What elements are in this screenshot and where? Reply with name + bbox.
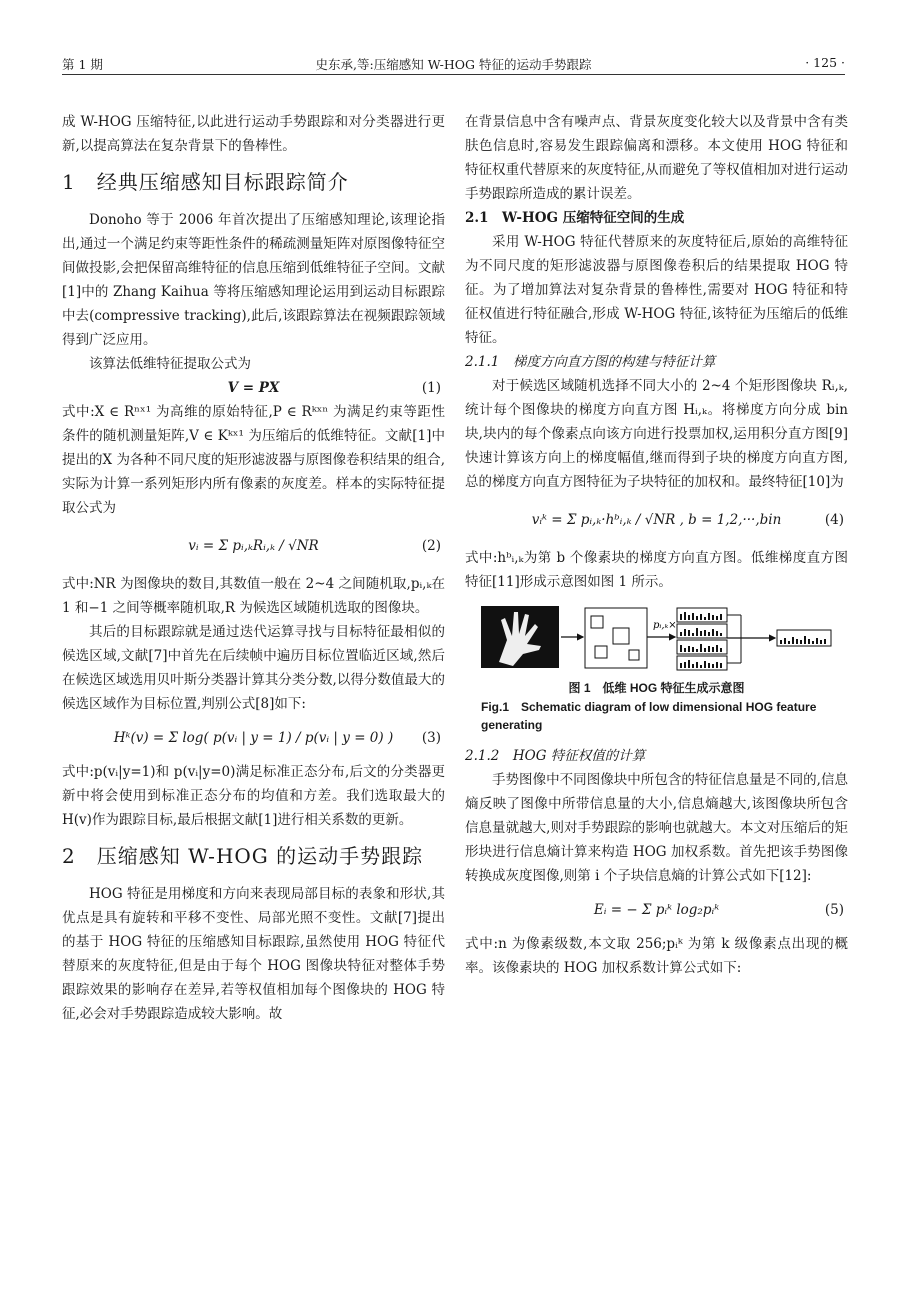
paragraph: 手势图像中不同图像块中所包含的特征信息量是不同的,信息熵反映了图像中所带信息量的大小,信息熵越大,该图像块所包含信息量就越大,则对手势跟踪的影响也就越大。本文对压缩后的矩形块进行信息熵计算来构造 HOG 加权系数。首先把该手势图像转换成灰度图像,则第 i 个子块信息熵的计算公式如下[12]: <box>465 772 848 884</box>
paragraph: 式中:X ∈ Rⁿˣ¹ 为高维的原始特征,P ∈ Rᵏˣⁿ 为满足约束等距性条件的随机测量矩阵,V ∈ Kᵏˣ¹ 为压缩后的低维特征。文献[1]中提出的X 为各种不同尺度的矩形滤波器与原图像卷积结果的组合,实际为计算一系列矩形内所有像素的灰度差。样本的实际特征提取公式为 <box>62 404 445 516</box>
figure-caption-cn: 图 1 低维 HOG 特征生成示意图 <box>568 681 745 695</box>
paragraph: HOG 特征是用梯度和方向来表现局部目标的表象和形状,其优点是具有旋转和平移不变性、局部光照不变性。文献[7]提出的基于 HOG 特征的压缩感知目标跟踪,虽然使用 HOG 特征代替原来的灰度特征,但是由于每个 HOG 图像块特征对整体手势跟踪效果的影响存在差异,若等权值相加每个图像块的 HOG 特征,必会对手势跟踪造成较大影响。故 <box>62 886 445 1022</box>
page-number: · 125 · <box>805 55 845 70</box>
equation-3-body: Hᵏ(v) = Σ log( p(vᵢ | y = 1) / p(vᵢ | y = 0) ) <box>113 730 394 746</box>
histogram-stack <box>677 608 727 670</box>
paragraph: 采用 W-HOG 特征代替原来的灰度特征后,原始的高维特征为不同尺度的矩形滤波器与原图像卷积后的结果提取 HOG 特征。为了增加算法对复杂背景的鲁棒性,需要对 HOG 特征和特征权值进行特征融合,形成 W-HOG 特征,该特征为压缩后的低维特征。 <box>465 234 848 346</box>
subsubsection-heading-2-1-1: 2.1.1 梯度方向直方图的构建与特征计算 <box>465 354 716 370</box>
paragraph: 该算法低维特征提取公式为 <box>89 356 251 372</box>
equation-number: (4) <box>824 512 844 528</box>
issue-number: 第 1 期 <box>62 57 103 72</box>
paragraph: 式中:n 为像素级数,本文取 256;pᵢᵏ 为第 k 级像素点出现的概率。该像素块的 HOG 加权系数计算公式如下: <box>465 936 848 976</box>
equation-number: (1) <box>421 380 441 396</box>
paragraph: 对于候选区域随机选择不同大小的 2~4 个矩形图像块 Rᵢ,ₖ,统计每个图像块的梯度方向直方图 Hᵢ,ₖ。将梯度方向分成 bin 块,块内的每个像素点向该方向进行投票加权,运用积分直方图[9]快速计算该方向上的梯度幅值,继而得到子块的梯度方向直方图,总的梯度方向直方图特征为子块特征的加权和。最终特征[10]为 <box>465 378 848 490</box>
paragraph: 式中:NR 为图像块的数目,其数值一般在 2~4 之间随机取,pᵢ,ₖ在 1 和−1 之间等概率随机取,R 为候选区域随机选取的图像块。 <box>62 576 445 616</box>
equation-number: (2) <box>421 538 441 554</box>
subsection-heading-2-1: 2.1 W-HOG 压缩特征空间的生成 <box>465 210 685 226</box>
equation-5-body: Eᵢ = − Σ pᵢᵏ log₂pᵢᵏ <box>593 902 720 918</box>
equation-2-body: vᵢ = Σ pᵢ,ₖRᵢ,ₖ / √NR <box>188 538 319 554</box>
figure-1-diagram <box>479 602 834 674</box>
equation-4-body: vᵢᵏ = Σ pᵢ,ₖ·hᵇᵢ,ₖ / √NR , b = 1,2,···,bin <box>531 512 782 528</box>
equation-4 <box>465 498 848 542</box>
equation-number: (3) <box>421 730 441 746</box>
paragraph: Donoho 等于 2006 年首次提出了压缩感知理论,该理论指出,通过一个满足约束等距性条件的稀疏测量矩阵对原图像特征空间做投影,会把保留高维特征的信息压缩到低维特征子空间。文献[1]中的 Zhang Kaihua 等将压缩感知理论运用到运动目标跟踪中去(compressive tracking),此后,该跟踪算法在视频跟踪领域得到广泛应用。 <box>62 212 445 348</box>
running-title: 史东承,等:压缩感知 W-HOG 特征的运动手势跟踪 <box>315 57 592 72</box>
paragraph: 成 W-HOG 压缩特征,以此进行运动手势跟踪和对分类器进行更新,以提高算法在复杂背景下的鲁棒性。 <box>62 114 445 154</box>
paragraph: 式中:hᵇᵢ,ₖ为第 b 个像素块的梯度方向直方图。低维梯度直方图特征[11]形成示意图如图 1 所示。 <box>465 550 848 590</box>
equation-5 <box>465 890 848 930</box>
equation-1 <box>62 376 445 400</box>
section-heading-2: 2 压缩感知 W-HOG 的运动手势跟踪 <box>62 844 424 868</box>
equation-number: (5) <box>824 902 844 918</box>
subsubsection-heading-2-1-2: 2.1.2 HOG 特征权值的计算 <box>465 748 646 764</box>
paragraph: 式中:p(vᵢ|y=1)和 p(vᵢ|y=0)满足标准正态分布,后文的分类器更新中将会使用到标准正态分布的均值和方差。我们选取最大的 H(v)作为跟踪目标,最后根据文献[1]进行相关系数的更新。 <box>62 764 445 828</box>
paragraph: 在背景信息中含有噪声点、背景灰度变化较大以及背景中含有类肤色信息时,容易发生跟踪偏离和漂移。本文使用 HOG 特征和特征权重代替原来的灰度特征,从而避免了等权值相加对进行运动手势跟踪所造成的累计误差。 <box>465 114 848 202</box>
equation-2 <box>62 524 445 568</box>
weight-label: pᵢ,ₖ× <box>653 620 677 631</box>
section-heading-1: 1 经典压缩感知目标跟踪简介 <box>62 170 349 194</box>
running-header <box>62 52 845 75</box>
paragraph: 其后的目标跟踪就是通过迭代运算寻找与目标特征最相似的候选区域,文献[7]中首先在后续帧中遍历目标位置临近区域,然后在候选区域选用贝叶斯分类器计算其分类分数,以得分数值最大的候选区域作为目标位置,判别公式[8]如下: <box>62 624 445 712</box>
left-column <box>62 110 445 1026</box>
equation-3 <box>62 718 445 758</box>
figure-caption-en: Fig.1 Schematic diagram of low dimensional HOG feature generating <box>481 700 817 732</box>
equation-1-body: V = PX <box>227 380 280 396</box>
right-column <box>465 110 848 980</box>
